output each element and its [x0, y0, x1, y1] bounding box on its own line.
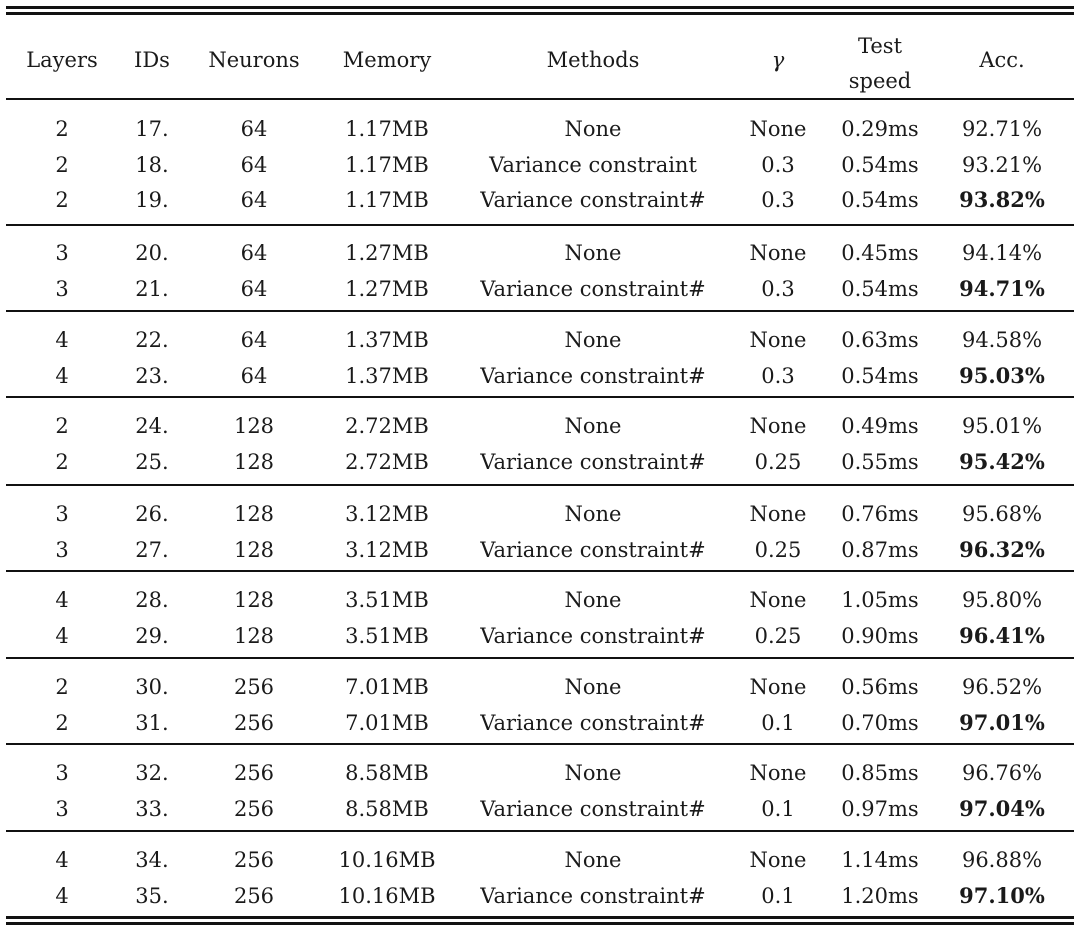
group-separator	[6, 224, 1074, 226]
cell-memory: 1.17MB	[345, 117, 429, 141]
cell-layers: 3	[55, 761, 69, 785]
cell-layers: 4	[55, 588, 69, 612]
cell-layers: 3	[55, 276, 69, 301]
cell-neurons: 128	[233, 623, 275, 648]
cell-memory: 1.37MB	[345, 328, 429, 352]
cell-layers: 3	[55, 537, 69, 562]
cell-id: 33.	[135, 796, 169, 821]
cell-speed: 0.97ms	[841, 796, 919, 821]
bottom-rule	[6, 916, 1074, 919]
cell-acc: 93.82%	[959, 187, 1045, 212]
cell-method: Variance constraint#	[480, 883, 706, 908]
header-layers: Layers	[26, 48, 98, 72]
cell-speed: 0.54ms	[841, 188, 919, 212]
cell-acc: 95.01%	[961, 414, 1043, 438]
cell-id: 25.	[135, 449, 169, 474]
cell-method: Variance constraint#	[480, 710, 706, 735]
cell-id: 17.	[135, 117, 169, 141]
cell-acc: 92.71%	[961, 117, 1043, 141]
cell-layers: 2	[55, 414, 69, 438]
cell-speed: 0.76ms	[841, 502, 919, 526]
cell-gamma: None	[749, 848, 807, 872]
cell-memory: 1.37MB	[345, 363, 429, 388]
cell-memory: 7.01MB	[345, 675, 429, 699]
cell-memory: 2.72MB	[345, 449, 429, 474]
cell-id: 21.	[135, 276, 169, 301]
cell-gamma: None	[749, 328, 807, 352]
cell-id: 18.	[135, 152, 169, 177]
cell-gamma: 0.1	[761, 883, 795, 908]
cell-memory: 7.01MB	[345, 710, 429, 735]
cell-speed: 1.20ms	[841, 883, 919, 908]
cell-acc: 95.80%	[961, 588, 1043, 612]
cell-method: Variance constraint#	[480, 276, 706, 301]
cell-neurons: 128	[233, 449, 275, 474]
cell-layers: 2	[55, 117, 69, 141]
cell-acc: 94.58%	[961, 328, 1043, 352]
cell-neurons: 64	[240, 117, 268, 141]
cell-layers: 3	[55, 502, 69, 526]
cell-id: 19.	[135, 188, 169, 212]
cell-layers: 2	[55, 188, 69, 212]
cell-method: Variance constraint#	[480, 796, 706, 821]
group-separator	[6, 743, 1074, 745]
cell-layers: 3	[55, 796, 69, 821]
cell-neurons: 256	[233, 883, 275, 908]
cell-memory: 8.58MB	[345, 761, 429, 785]
cell-acc: 97.01%	[959, 709, 1045, 735]
top-rule-inner	[6, 12, 1074, 15]
cell-layers: 4	[55, 328, 69, 352]
cell-neurons: 64	[240, 328, 268, 352]
cell-id: 31.	[135, 710, 169, 735]
group-separator	[6, 310, 1074, 312]
cell-speed: 0.54ms	[841, 363, 919, 388]
cell-gamma: 0.25	[754, 449, 802, 474]
cell-neurons: 128	[233, 502, 275, 526]
cell-id: 23.	[135, 363, 169, 388]
cell-gamma: None	[749, 414, 807, 438]
cell-method: None	[564, 588, 622, 612]
cell-acc: 96.52%	[961, 675, 1043, 699]
cell-speed: 0.54ms	[841, 276, 919, 301]
header-test-speed-line2: speed	[848, 69, 912, 93]
cell-id: 27.	[135, 537, 169, 562]
cell-memory: 1.27MB	[345, 241, 429, 265]
cell-acc: 97.10%	[959, 882, 1045, 908]
cell-speed: 0.54ms	[841, 152, 919, 177]
cell-gamma: 0.3	[761, 363, 795, 388]
cell-speed: 0.56ms	[841, 675, 919, 699]
header-ids: IDs	[134, 48, 170, 72]
cell-id: 24.	[135, 414, 169, 438]
cell-gamma: 0.1	[761, 796, 795, 821]
cell-memory: 3.51MB	[345, 588, 429, 612]
cell-memory: 1.17MB	[345, 152, 429, 177]
cell-layers: 4	[55, 363, 69, 388]
header-test-speed-line1: Test	[857, 34, 903, 58]
cell-neurons: 64	[240, 188, 268, 212]
cell-method: Variance constraint#	[480, 449, 706, 474]
cell-id: 20.	[135, 241, 169, 265]
cell-memory: 1.17MB	[345, 188, 429, 212]
cell-id: 22.	[135, 328, 169, 352]
cell-speed: 0.63ms	[841, 328, 919, 352]
group-separator	[6, 570, 1074, 572]
cell-gamma: None	[749, 502, 807, 526]
cell-gamma: None	[749, 117, 807, 141]
cell-gamma: 0.3	[761, 276, 795, 301]
cell-neurons: 64	[240, 276, 268, 301]
cell-memory: 1.27MB	[345, 276, 429, 301]
group-separator	[6, 657, 1074, 659]
cell-method: None	[564, 117, 622, 141]
group-separator	[6, 830, 1074, 832]
cell-speed: 0.49ms	[841, 414, 919, 438]
cell-method: None	[564, 675, 622, 699]
cell-gamma: 0.1	[761, 710, 795, 735]
cell-memory: 10.16MB	[338, 848, 436, 872]
cell-neurons: 128	[233, 588, 275, 612]
cell-gamma: None	[749, 241, 807, 265]
cell-speed: 0.85ms	[841, 761, 919, 785]
cell-method: None	[564, 328, 622, 352]
cell-gamma: None	[749, 588, 807, 612]
cell-neurons: 256	[233, 848, 275, 872]
cell-layers: 3	[55, 241, 69, 265]
top-rule	[6, 6, 1074, 9]
header-memory: Memory	[342, 48, 432, 72]
cell-acc: 97.04%	[959, 795, 1045, 821]
cell-id: 35.	[135, 883, 169, 908]
cell-gamma: 0.25	[754, 537, 802, 562]
cell-method: Variance constraint#	[480, 623, 706, 648]
header-acc: Acc.	[979, 48, 1025, 72]
cell-memory: 2.72MB	[345, 414, 429, 438]
cell-memory: 3.12MB	[345, 537, 429, 562]
header-gamma: γ	[771, 48, 785, 72]
cell-gamma: 0.25	[754, 623, 802, 648]
group-separator	[6, 396, 1074, 398]
cell-neurons: 256	[233, 761, 275, 785]
cell-id: 34.	[135, 848, 169, 872]
cell-method: Variance constraint#	[480, 188, 706, 212]
cell-method: None	[564, 502, 622, 526]
cell-method: Variance constraint#	[480, 537, 706, 562]
cell-acc: 96.32%	[959, 536, 1045, 562]
cell-gamma: 0.3	[761, 152, 795, 177]
cell-memory: 10.16MB	[338, 883, 436, 908]
cell-method: None	[564, 414, 622, 438]
cell-id: 30.	[135, 675, 169, 699]
cell-neurons: 256	[233, 675, 275, 699]
group-separator	[6, 484, 1074, 486]
cell-acc: 96.41%	[959, 622, 1045, 648]
cell-layers: 2	[55, 675, 69, 699]
cell-id: 32.	[135, 761, 169, 785]
cell-acc: 94.71%	[959, 275, 1045, 301]
bottom-rule-inner	[6, 922, 1074, 925]
cell-acc: 95.03%	[959, 362, 1045, 388]
cell-gamma: 0.3	[761, 188, 795, 212]
cell-gamma: None	[749, 761, 807, 785]
cell-id: 28.	[135, 588, 169, 612]
header-methods: Methods	[546, 48, 640, 72]
cell-method: Variance constraint	[489, 152, 697, 177]
cell-acc: 95.42%	[959, 448, 1045, 474]
cell-layers: 4	[55, 883, 69, 908]
cell-neurons: 128	[233, 537, 275, 562]
cell-method: None	[564, 241, 622, 265]
cell-acc: 95.68%	[961, 502, 1043, 526]
cell-id: 29.	[135, 623, 169, 648]
cell-layers: 2	[55, 449, 69, 474]
cell-neurons: 256	[233, 796, 275, 821]
cell-speed: 0.87ms	[841, 537, 919, 562]
cell-speed: 0.45ms	[841, 241, 919, 265]
cell-neurons: 256	[233, 710, 275, 735]
cell-acc: 93.21%	[961, 152, 1043, 177]
cell-id: 26.	[135, 502, 169, 526]
header-rule	[6, 98, 1074, 100]
cell-memory: 3.51MB	[345, 623, 429, 648]
cell-acc: 96.76%	[961, 761, 1043, 785]
cell-method: None	[564, 761, 622, 785]
cell-memory: 8.58MB	[345, 796, 429, 821]
cell-neurons: 64	[240, 363, 268, 388]
cell-speed: 1.05ms	[841, 588, 919, 612]
cell-speed: 0.90ms	[841, 623, 919, 648]
cell-layers: 2	[55, 152, 69, 177]
header-neurons: Neurons	[208, 48, 300, 72]
cell-layers: 4	[55, 623, 69, 648]
cell-acc: 96.88%	[961, 848, 1043, 872]
cell-speed: 0.29ms	[841, 117, 919, 141]
cell-speed: 0.55ms	[841, 449, 919, 474]
cell-method: None	[564, 848, 622, 872]
cell-layers: 4	[55, 848, 69, 872]
cell-gamma: None	[749, 675, 807, 699]
cell-speed: 1.14ms	[841, 848, 919, 872]
cell-memory: 3.12MB	[345, 502, 429, 526]
cell-neurons: 128	[233, 414, 275, 438]
cell-method: Variance constraint#	[480, 363, 706, 388]
cell-acc: 94.14%	[961, 241, 1043, 265]
cell-speed: 0.70ms	[841, 710, 919, 735]
cell-neurons: 64	[240, 152, 268, 177]
cell-layers: 2	[55, 710, 69, 735]
cell-neurons: 64	[240, 241, 268, 265]
